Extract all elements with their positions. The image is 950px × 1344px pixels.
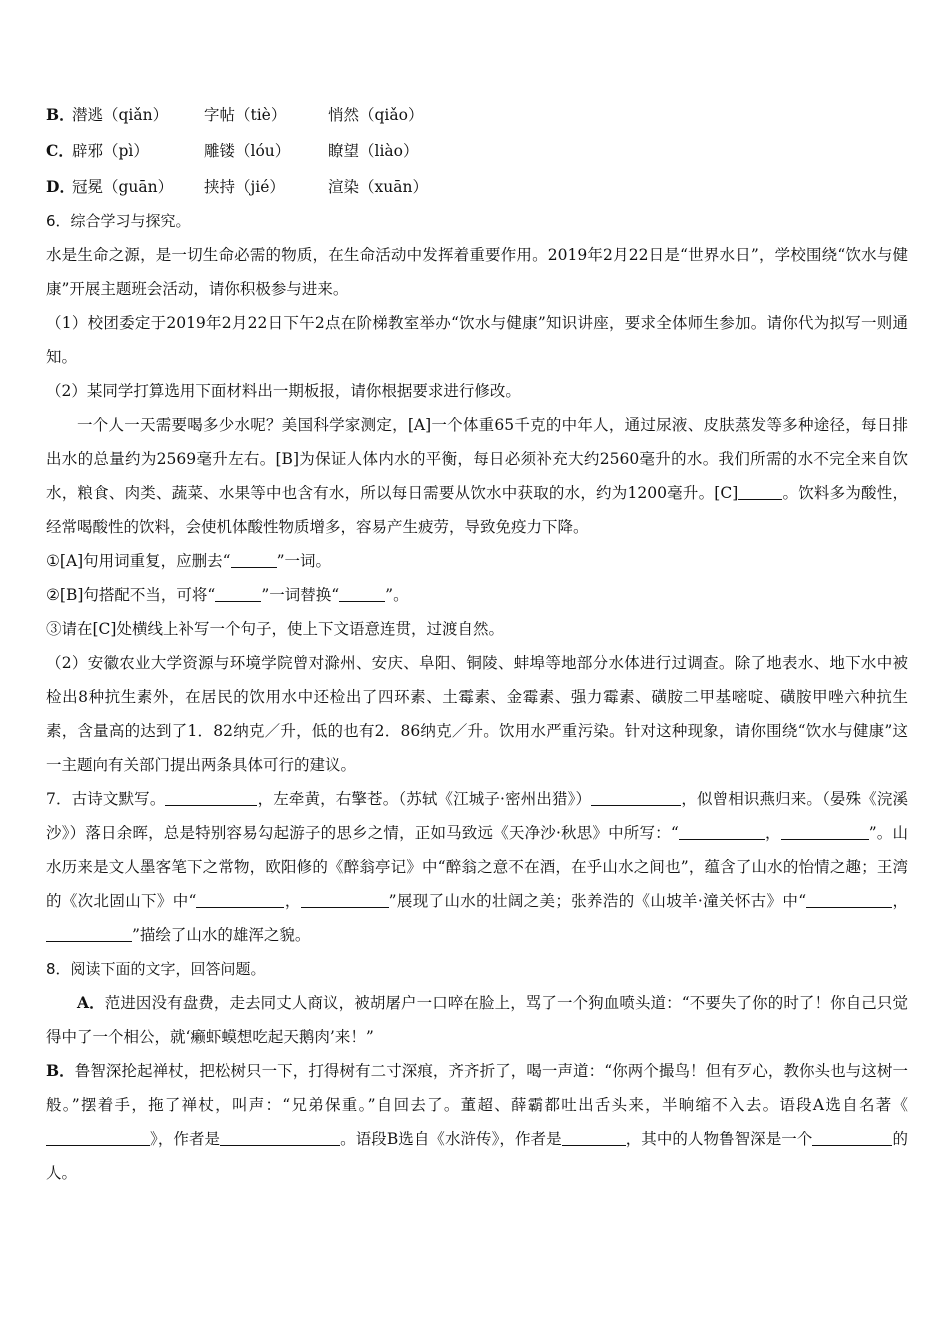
- question-8-text: 。语段B选自《水浒传》，作者是: [340, 1130, 562, 1148]
- answer-blank[interactable]: [591, 789, 681, 806]
- question-6-part-1: （1）校团委定于2019年2月22日下午2点在阶梯教室举办“饮水与健康”知识讲座，要求全体师生参加。请你代为拟写一则通知。: [46, 314, 908, 366]
- question-8-text: ，其中的人物鲁智深是一个: [625, 1130, 813, 1148]
- answer-blank[interactable]: [339, 585, 385, 602]
- answer-blank[interactable]: [806, 891, 892, 908]
- option-word: 字帖（tiè）: [204, 106, 287, 124]
- sub-question-1: [46, 544, 908, 578]
- answer-blank[interactable]: [679, 823, 765, 840]
- question-8-text: 语段A选自名著《: [779, 1096, 908, 1114]
- answer-blank[interactable]: [215, 585, 261, 602]
- question-7-fragment: ，似曾相识燕归来。（晏殊《浣溪沙》）落日余晖，总是特别容易勾起游子的思乡之情，正如马致远《天净沙·秋思》中所写：“: [46, 790, 908, 842]
- sub-question-3: ③请在[C]处横线上补写一个句子，使上下文语意连贯，过渡自然。: [46, 620, 504, 638]
- question-6-part-3: （2）安徽农业大学资源与环境学院曾对滁州、安庆、阜阳、铜陵、蚌埠等地部分水体进行过调查。除了地表水、地下水中被检出8种抗生素外，在居民的饮用水中还检出了四环素、土霉素、金霉素、强力霉素、磺胺二甲基嘧啶、磺胺甲唑六种抗生素，含量高的达到了1．82纳克／升，低的也有2．86纳克／升。饮用水严重污染。针对这种现象，请你围绕“饮水与健康”这一主题向有关部门提出两条具体可行的建议。: [46, 654, 908, 774]
- passage: [46, 408, 908, 544]
- sub-question-text: ②[B]句搭配不当，可将“: [46, 586, 216, 604]
- passage-text: 范进因没有盘费，走去同丈人商议，被胡屠户一口啐在脸上，骂了一个狗血喷头道：“不要失了你的时了！你自己只觉得中了一个相公，就‘癞虾蟆想吃起天鹅肉’来！”: [46, 994, 908, 1046]
- answer-blank[interactable]: [46, 1129, 150, 1146]
- question-6-part-2: （2）某同学打算选用下面材料出一期板报，请你根据要求进行修改。: [46, 382, 521, 400]
- answer-blank[interactable]: [231, 551, 277, 568]
- answer-blank[interactable]: [220, 1129, 340, 1146]
- question-7-fragment: ，: [284, 892, 301, 910]
- option-d: [46, 168, 908, 204]
- answer-blank[interactable]: [562, 1129, 626, 1146]
- sub-question-text: ”一词替换“: [261, 586, 340, 604]
- question-8: [46, 952, 908, 1190]
- answer-blank[interactable]: [301, 891, 389, 908]
- passage-text: 一个人一天需要喝多少水呢？美国科学家测定，[A]一个体重65千克的中年人，通过尿液、皮肤蒸发等多种途径，每日排出水的总量约为2569毫升左右。[B]为保证人体内水的平衡，每日必须补充大约2560毫升的水。我们所需的水不完全来自饮水，粮食、肉类、蔬菜、水果等中也含有水，所以每日需要从饮水中获取的水，约为1200毫升。[C]: [46, 416, 908, 502]
- question-7-fragment: ，: [764, 824, 781, 842]
- question-8-title: 8．阅读下面的文字，回答问题。: [46, 960, 266, 978]
- option-word: 辟邪（pì）: [72, 142, 149, 160]
- passage-b: [46, 1054, 908, 1190]
- option-list: [46, 96, 908, 204]
- answer-blank[interactable]: [46, 925, 132, 942]
- passage-text: 。饮料多为酸性，经常喝酸性的饮料，会使机体酸性物质增多，容易产生疲劳，导致免疫力下降。: [46, 484, 908, 536]
- option-c: [46, 132, 908, 168]
- option-word: 雕镂（lóu）: [204, 142, 291, 160]
- question-6: [46, 204, 908, 782]
- question-8-text: 的人。: [46, 1130, 908, 1182]
- question-7-fragment: ，: [892, 892, 908, 910]
- option-word: 悄然（qiǎo）: [328, 106, 424, 124]
- answer-blank[interactable]: [781, 823, 869, 840]
- passage-label: A．: [77, 993, 105, 1012]
- passage-label: B．: [46, 1061, 75, 1080]
- answer-blank[interactable]: [196, 891, 284, 908]
- question-7-text: [46, 782, 908, 952]
- option-word: 挟持（jié）: [204, 178, 285, 196]
- question-6-title: 6．综合学习与探究。: [46, 212, 191, 230]
- answer-blank[interactable]: [165, 789, 257, 806]
- option-word: 潜逃（qiǎn）: [72, 106, 169, 124]
- document-page: [46, 96, 908, 1190]
- question-7-title: 7．古诗文默写。: [46, 790, 166, 808]
- option-label: B．: [46, 105, 75, 124]
- option-b: [46, 96, 908, 132]
- question-7: [46, 782, 908, 952]
- sub-question-2: [46, 578, 908, 612]
- option-label: C．: [46, 141, 74, 160]
- option-word: 渲染（xuān）: [328, 178, 428, 196]
- option-label: D．: [46, 177, 75, 196]
- sub-question-text: ①[A]句用词重复，应删去“: [46, 552, 231, 570]
- sub-question-text: ”。: [385, 586, 409, 604]
- question-7-fragment: ”描绘了山水的雄浑之貌。: [132, 926, 311, 944]
- question-8-text: 》，作者是: [150, 1130, 221, 1148]
- sub-question-text: ”一词。: [276, 552, 332, 570]
- question-7-fragment: ”。山水历来是文人墨客笔下之常物，欧阳修的《醉翁亭记》中“醉翁之意不在酒，在乎山水之间也”，蕴含了山水的怡情之趣；王湾的《次北固山下》中“: [46, 824, 908, 910]
- answer-blank-c[interactable]: [738, 483, 782, 500]
- question-7-fragment: ，左牵黄，右擎苍。（苏轼《江城子·密州出猎》）: [257, 790, 592, 808]
- passage-a: [46, 986, 908, 1054]
- answer-blank[interactable]: [812, 1129, 892, 1146]
- question-7-fragment: ”展现了山水的壮阔之美；张养浩的《山坡羊·潼关怀古》中“: [388, 892, 807, 910]
- option-word: 冠冕（guān）: [72, 178, 174, 196]
- question-6-intro: 水是生命之源，是一切生命必需的物质，在生命活动中发挥着重要作用。2019年2月22日是“世界水日”，学校围绕“饮水与健康”开展主题班会活动，请你积极参与进来。: [46, 246, 908, 298]
- passage-text: 鲁智深抡起禅杖，把松树只一下，打得树有二寸深痕，齐齐折了，喝一声道：“你两个撮鸟！但有歹心，教你头也与这树一般。”摆着手，拖了禅杖，叫声：“兄弟保重。”自回去了。董超、薛霸都吐出舌头来，半晌缩不入去。: [46, 1062, 908, 1114]
- option-word: 瞭望（liào）: [328, 142, 419, 160]
